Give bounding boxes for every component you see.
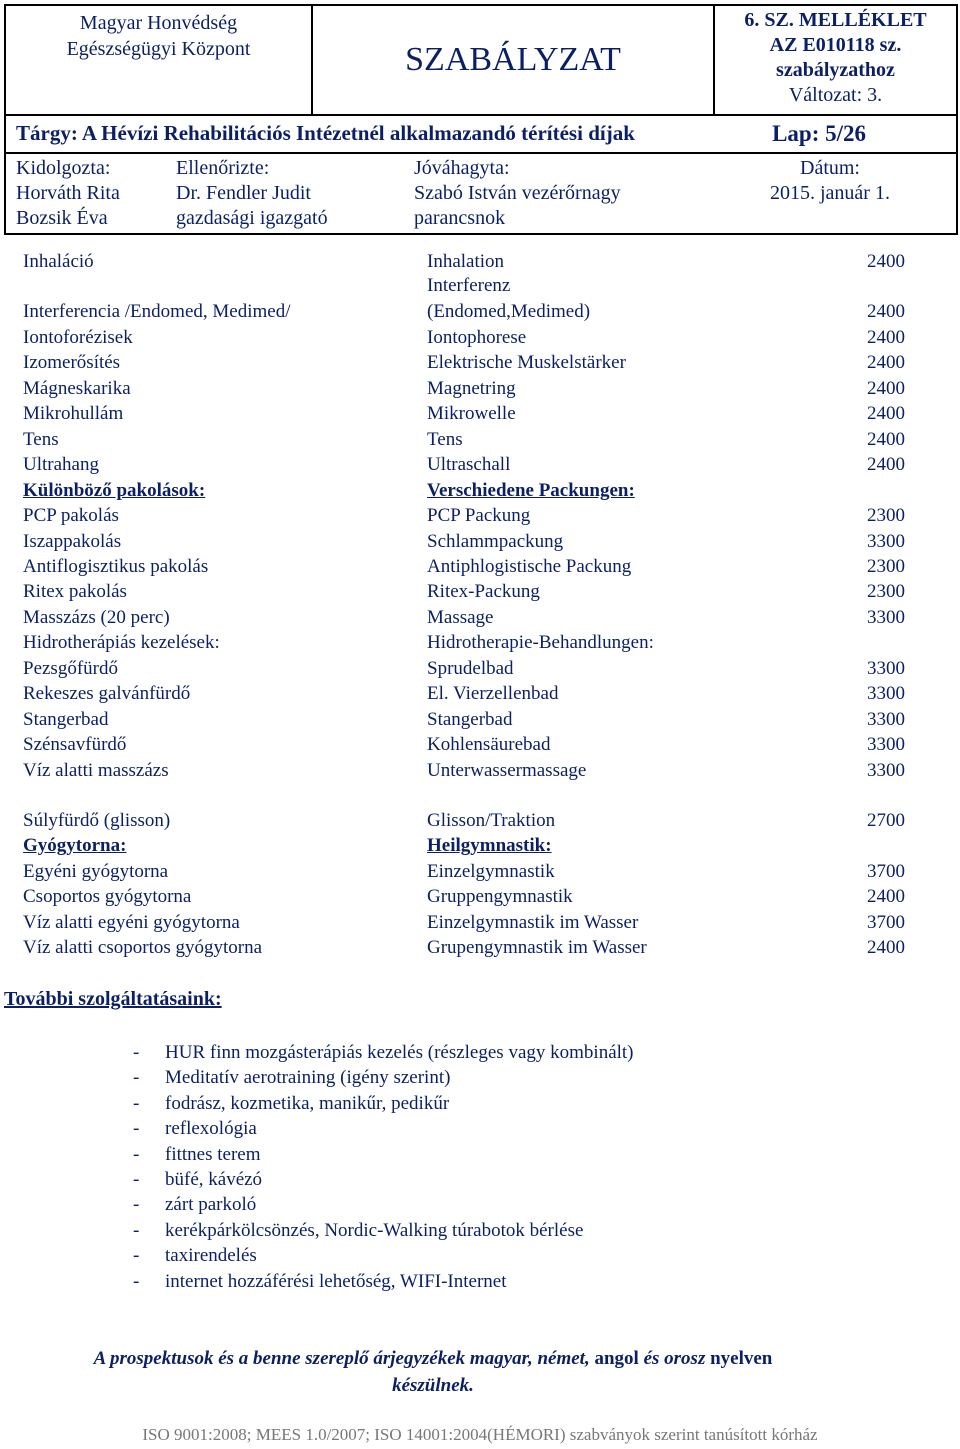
- service-item: [133, 1040, 634, 1065]
- treatment-german: Ritex-Packung: [427, 581, 540, 603]
- treatment-hungarian: Tens: [23, 428, 59, 450]
- treatment-hungarian: Víz alatti masszázs: [23, 759, 169, 781]
- document-title: SZABÁLYZAT: [312, 5, 714, 115]
- price-row: [23, 554, 905, 580]
- bullet-dash: -: [133, 1042, 140, 1063]
- service-item: [133, 1116, 634, 1141]
- treatment-price: 2700: [867, 810, 905, 831]
- treatment-hungarian: Mágneskarika: [23, 377, 131, 399]
- service-text: fodrász, kozmetika, manikűr, pedikűr: [165, 1092, 450, 1114]
- treatment-german: Hidrotherapie-Behandlungen:: [427, 632, 654, 654]
- treatment-hungarian: Víz alatti csoportos gyógytorna: [23, 937, 263, 959]
- price-row: [23, 884, 905, 910]
- prepared-label: Kidolgozta:: [16, 157, 111, 179]
- treatment-hungarian: Ritex pakolás: [23, 581, 127, 603]
- treatment-price: 2300: [867, 581, 905, 603]
- price-row: [23, 427, 905, 453]
- treatment-german: Gruppengymnastik: [427, 886, 573, 908]
- prepared-by-2: Bozsik Éva: [16, 207, 108, 229]
- bullet-dash: -: [133, 1143, 140, 1165]
- treatment-german: Schlammpackung: [427, 530, 564, 552]
- price-row: [23, 275, 905, 325]
- checked-role: gazdasági igazgató: [176, 207, 328, 229]
- document-header: [4, 4, 958, 235]
- treatment-german: Massage: [427, 606, 494, 628]
- treatment-hungarian: Iszappakolás: [23, 530, 122, 552]
- treatment-price: 2400: [867, 937, 905, 959]
- service-text: zárt parkoló: [165, 1194, 257, 1216]
- checked-by: Dr. Fendler Judit: [176, 182, 311, 204]
- services-list: [133, 1040, 634, 1294]
- treatment-german: Kohlensäurebad: [427, 734, 551, 756]
- subject-label: Tárgy:: [16, 121, 78, 145]
- treatment-hungarian: Inhaláció: [23, 251, 94, 272]
- price-row: [23, 935, 905, 961]
- treatment-price: 2400: [867, 352, 905, 374]
- service-item: [133, 1218, 634, 1243]
- subject-text: A Hévízi Rehabilitációs Intézetnél alkalmazandó térítési díjak: [81, 121, 635, 145]
- treatment-hungarian: Masszázs (20 perc): [23, 606, 170, 628]
- treatment-german: Grupengymnastik im Wasser: [427, 937, 647, 959]
- treatment-price: 2400: [867, 251, 905, 272]
- treatment-price: 3300: [867, 657, 905, 679]
- service-text: reflexológia: [165, 1118, 257, 1140]
- treatment-price: 3700: [867, 911, 905, 933]
- treatment-german: Tens: [427, 428, 463, 450]
- treatment-price: 2400: [867, 886, 905, 908]
- treatment-hungarian: Egyéni gyógytorna: [23, 860, 169, 882]
- treatment-german: Ultraschall: [427, 454, 511, 476]
- treatment-hungarian: Interferencia /Endomed, Medimed/: [23, 301, 291, 323]
- date-label: Dátum:: [800, 157, 860, 179]
- treatment-hungarian: Víz alatti egyéni gyógytorna: [23, 911, 240, 933]
- treatment-german: Inhalation: [427, 251, 505, 272]
- treatment-german: Stangerbad: [427, 708, 513, 730]
- treatment-hungarian: Mikrohullám: [23, 403, 124, 425]
- bullet-dash: -: [133, 1092, 140, 1114]
- service-text: internet hozzáférési lehetőség, WIFI-Internet: [165, 1270, 507, 1292]
- price-row: [23, 808, 905, 834]
- annex-number: 6. SZ. MELLÉKLET: [744, 9, 927, 31]
- price-row: [23, 859, 905, 885]
- annex-reference-2: szabályzathoz: [776, 59, 895, 81]
- treatment-price: 2300: [867, 555, 905, 577]
- price-row: [23, 732, 905, 758]
- service-item: [133, 1167, 634, 1192]
- price-row: [23, 833, 905, 859]
- service-item: [133, 1065, 634, 1090]
- treatment-price: 2400: [867, 403, 905, 425]
- treatment-price: 3300: [867, 683, 905, 705]
- treatment-hungarian: Gyógytorna:: [23, 835, 127, 857]
- approved-label: Jóváhagyta:: [414, 157, 510, 179]
- price-row: [23, 910, 905, 936]
- treatment-hungarian: Pezsgőfürdő: [23, 657, 118, 679]
- price-row: [23, 656, 905, 682]
- treatment-price: 2400: [867, 454, 905, 476]
- service-item: [133, 1091, 634, 1116]
- treatment-price: 2400: [867, 377, 905, 399]
- footer-certifications: ISO 9001:2008; MEES 1.0/2007; ISO 14001:2004(HÉMORI) szabványok szerint tanúsított kórház: [142, 1425, 818, 1444]
- organization-line-2: Egészségügyi Központ: [66, 38, 251, 60]
- date-value: 2015. január 1.: [770, 182, 890, 204]
- annex-cell: [714, 5, 957, 115]
- bullet-dash: -: [133, 1194, 140, 1216]
- further-services-title: További szolgáltatásaink:: [4, 988, 222, 1010]
- price-row: [23, 681, 905, 707]
- approval-cell: [5, 153, 957, 234]
- price-row: [23, 325, 905, 351]
- treatment-german: Einzelgymnastik im Wasser: [427, 911, 639, 933]
- price-row: [23, 707, 905, 733]
- treatment-hungarian: Stangerbad: [23, 708, 109, 730]
- bullet-dash: -: [133, 1067, 140, 1089]
- bullet-dash: -: [133, 1219, 140, 1241]
- service-item: [133, 1269, 634, 1294]
- page-number: Lap: 5/26: [772, 121, 866, 146]
- treatment-hungarian: Hidrotherápiás kezelések:: [23, 632, 220, 654]
- treatment-hungarian: PCP pakolás: [23, 505, 119, 527]
- treatment-hungarian: Iontoforézisek: [23, 326, 133, 348]
- price-row: [23, 579, 905, 605]
- treatment-german: Antiphlogistische Packung: [427, 555, 632, 577]
- treatment-hungarian: Különböző pakolások:: [23, 479, 206, 501]
- checked-label: Ellenőrizte:: [176, 157, 270, 179]
- treatment-german: Glisson/Traktion: [427, 810, 556, 831]
- service-text: büfé, kávézó: [165, 1168, 263, 1190]
- treatment-german: Mikrowelle: [427, 403, 516, 425]
- treatment-price: 3700: [867, 860, 905, 882]
- service-item: [133, 1192, 634, 1217]
- service-item: [133, 1243, 634, 1268]
- treatment-german: Verschiedene Packungen:: [427, 479, 635, 501]
- price-row: [23, 478, 905, 504]
- service-item: [133, 1142, 634, 1167]
- treatment-price: 3300: [867, 606, 905, 628]
- treatment-price: 2400: [867, 428, 905, 450]
- treatment-german: PCP Packung: [427, 505, 531, 527]
- service-text: taxirendelés: [165, 1245, 257, 1267]
- treatment-german-line-1: Interferenz: [427, 275, 511, 297]
- treatment-german: Magnetring: [427, 377, 516, 399]
- treatment-price: 3300: [867, 708, 905, 730]
- treatment-german: Unterwassermassage: [427, 759, 587, 781]
- organization-cell: [5, 5, 312, 115]
- price-row: [23, 529, 905, 555]
- treatment-german: Sprudelbad: [427, 657, 514, 679]
- organization-line-1: Magyar Honvédség: [79, 12, 238, 34]
- subject-cell: [5, 115, 957, 153]
- price-row: [23, 758, 905, 784]
- treatment-hungarian: Szénsavfürdő: [23, 734, 127, 756]
- bullet-dash: -: [133, 1270, 140, 1292]
- price-row: [23, 503, 905, 529]
- treatment-hungarian: Antiflogisztikus pakolás: [23, 555, 209, 577]
- price-row: [23, 249, 905, 275]
- treatment-price: 2400: [867, 326, 905, 348]
- treatment-hungarian: Súlyfürdő (glisson): [23, 810, 171, 831]
- bullet-dash: -: [133, 1118, 140, 1140]
- treatment-german: Iontophorese: [427, 326, 527, 348]
- treatment-price: 3300: [867, 759, 905, 781]
- treatment-hungarian: Ultrahang: [23, 454, 99, 476]
- approved-role: parancsnok: [414, 207, 506, 229]
- treatment-hungarian: Csoportos gyógytorna: [23, 886, 192, 908]
- service-text: fittnes terem: [165, 1143, 261, 1165]
- language-note: A prospektusok és a benne szereplő árjegyzékek magyar, német, angol és orosz nyelven készülnek.: [93, 1348, 773, 1396]
- version: Változat: 3.: [788, 84, 883, 106]
- price-row: [23, 376, 905, 402]
- price-row: [23, 401, 905, 427]
- bullet-dash: -: [133, 1245, 140, 1267]
- service-text: kerékpárkölcsönzés, Nordic-Walking túrabotok bérlése: [165, 1219, 584, 1241]
- treatment-price: 2300: [867, 505, 905, 527]
- treatment-hungarian: Rekeszes galvánfürdő: [23, 683, 191, 705]
- treatment-german: Elektrische Muskelstärker: [427, 352, 626, 374]
- annex-reference: AZ E010118 sz.: [769, 34, 902, 56]
- treatment-german: (Endomed,Medimed): [427, 301, 591, 323]
- service-text: HUR finn mozgásterápiás kezelés (részleges vagy kombinált): [165, 1042, 634, 1063]
- price-row: [23, 605, 905, 631]
- treatment-german: Heilgymnastik:: [427, 835, 552, 857]
- bullet-dash: -: [133, 1168, 140, 1190]
- price-row: [23, 350, 905, 376]
- service-text: Meditatív aerotraining (igény szerint): [165, 1067, 451, 1089]
- approved-by: Szabó István vezérőrnagy: [414, 182, 621, 204]
- price-row: [23, 452, 905, 478]
- treatment-german: El. Vierzellenbad: [427, 683, 559, 705]
- prepared-by-1: Horváth Rita: [16, 182, 120, 204]
- price-row: [23, 630, 905, 656]
- treatment-price: 2400: [867, 301, 905, 323]
- treatment-price: 3300: [867, 530, 905, 552]
- treatment-german: Einzelgymnastik: [427, 860, 555, 882]
- treatment-price: 3300: [867, 734, 905, 756]
- treatment-hungarian: Izomerősítés: [23, 352, 121, 374]
